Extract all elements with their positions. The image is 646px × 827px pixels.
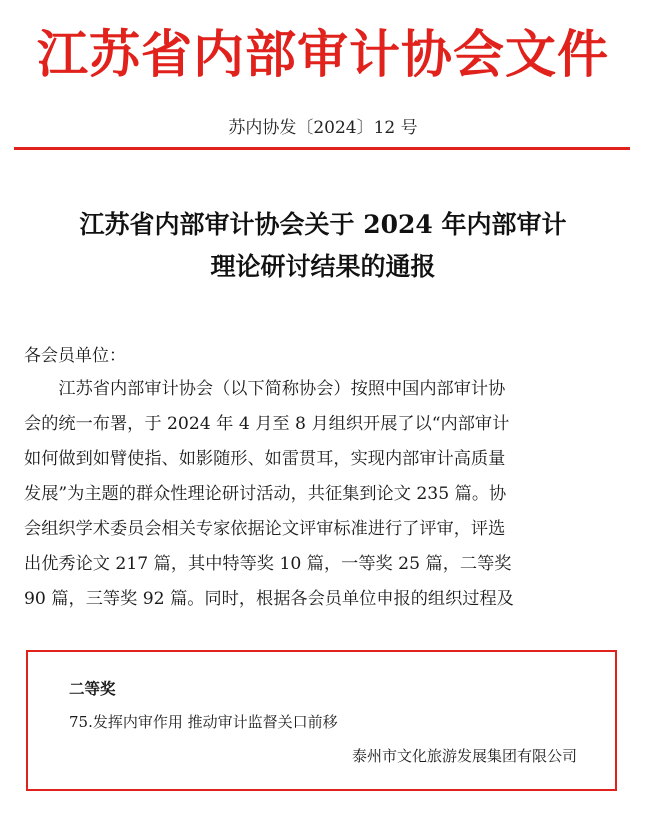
body-line: 江苏省内部审计协会（以下简称协会）按照中国内部审计协 — [24, 379, 506, 399]
award-entry-title: 75.发挥内审作用 推动审计监督关口前移 — [69, 713, 338, 731]
body-line: 出优秀论文 217 篇，其中特等奖 10 篇，一等奖 25 篇，二等奖 — [24, 554, 512, 574]
title-line-2: 理论研讨结果的通报 — [210, 252, 436, 281]
body-line: 会组织学术委员会相关专家依据论文评审标准进行了评审，评选 — [24, 519, 506, 539]
document-masthead: 江苏省内部审计协会文件 — [36, 26, 609, 85]
salutation: 各会员单位： — [24, 346, 126, 366]
award-organization: 泰州市文化旅游发展集团有限公司 — [351, 747, 577, 765]
body-line: 发展”为主题的群众性理论研讨活动，共征集到论文 235 篇。协 — [24, 484, 507, 504]
document-title — [0, 204, 646, 288]
award-highlight-box — [26, 650, 617, 791]
body-line: 会的统一布署，于 2024 年 4 月至 8 月组织开展了以“内部审计 — [24, 414, 510, 434]
body-line: 90 篇，三等奖 92 篇。同时，根据各会员单位申报的组织过程及 — [24, 589, 514, 609]
body-line: 如何做到如臂使指、如影随形、如雷贯耳，实现内部审计高质量 — [24, 449, 506, 469]
body-paragraph — [24, 372, 620, 617]
title-line-1: 江苏省内部审计协会关于 2024 年内部审计 — [79, 210, 567, 239]
header-red-divider — [14, 147, 630, 150]
document-number: 苏内协发〔2024〕12 号 — [228, 118, 418, 138]
award-level-heading: 二等奖 — [69, 680, 116, 698]
